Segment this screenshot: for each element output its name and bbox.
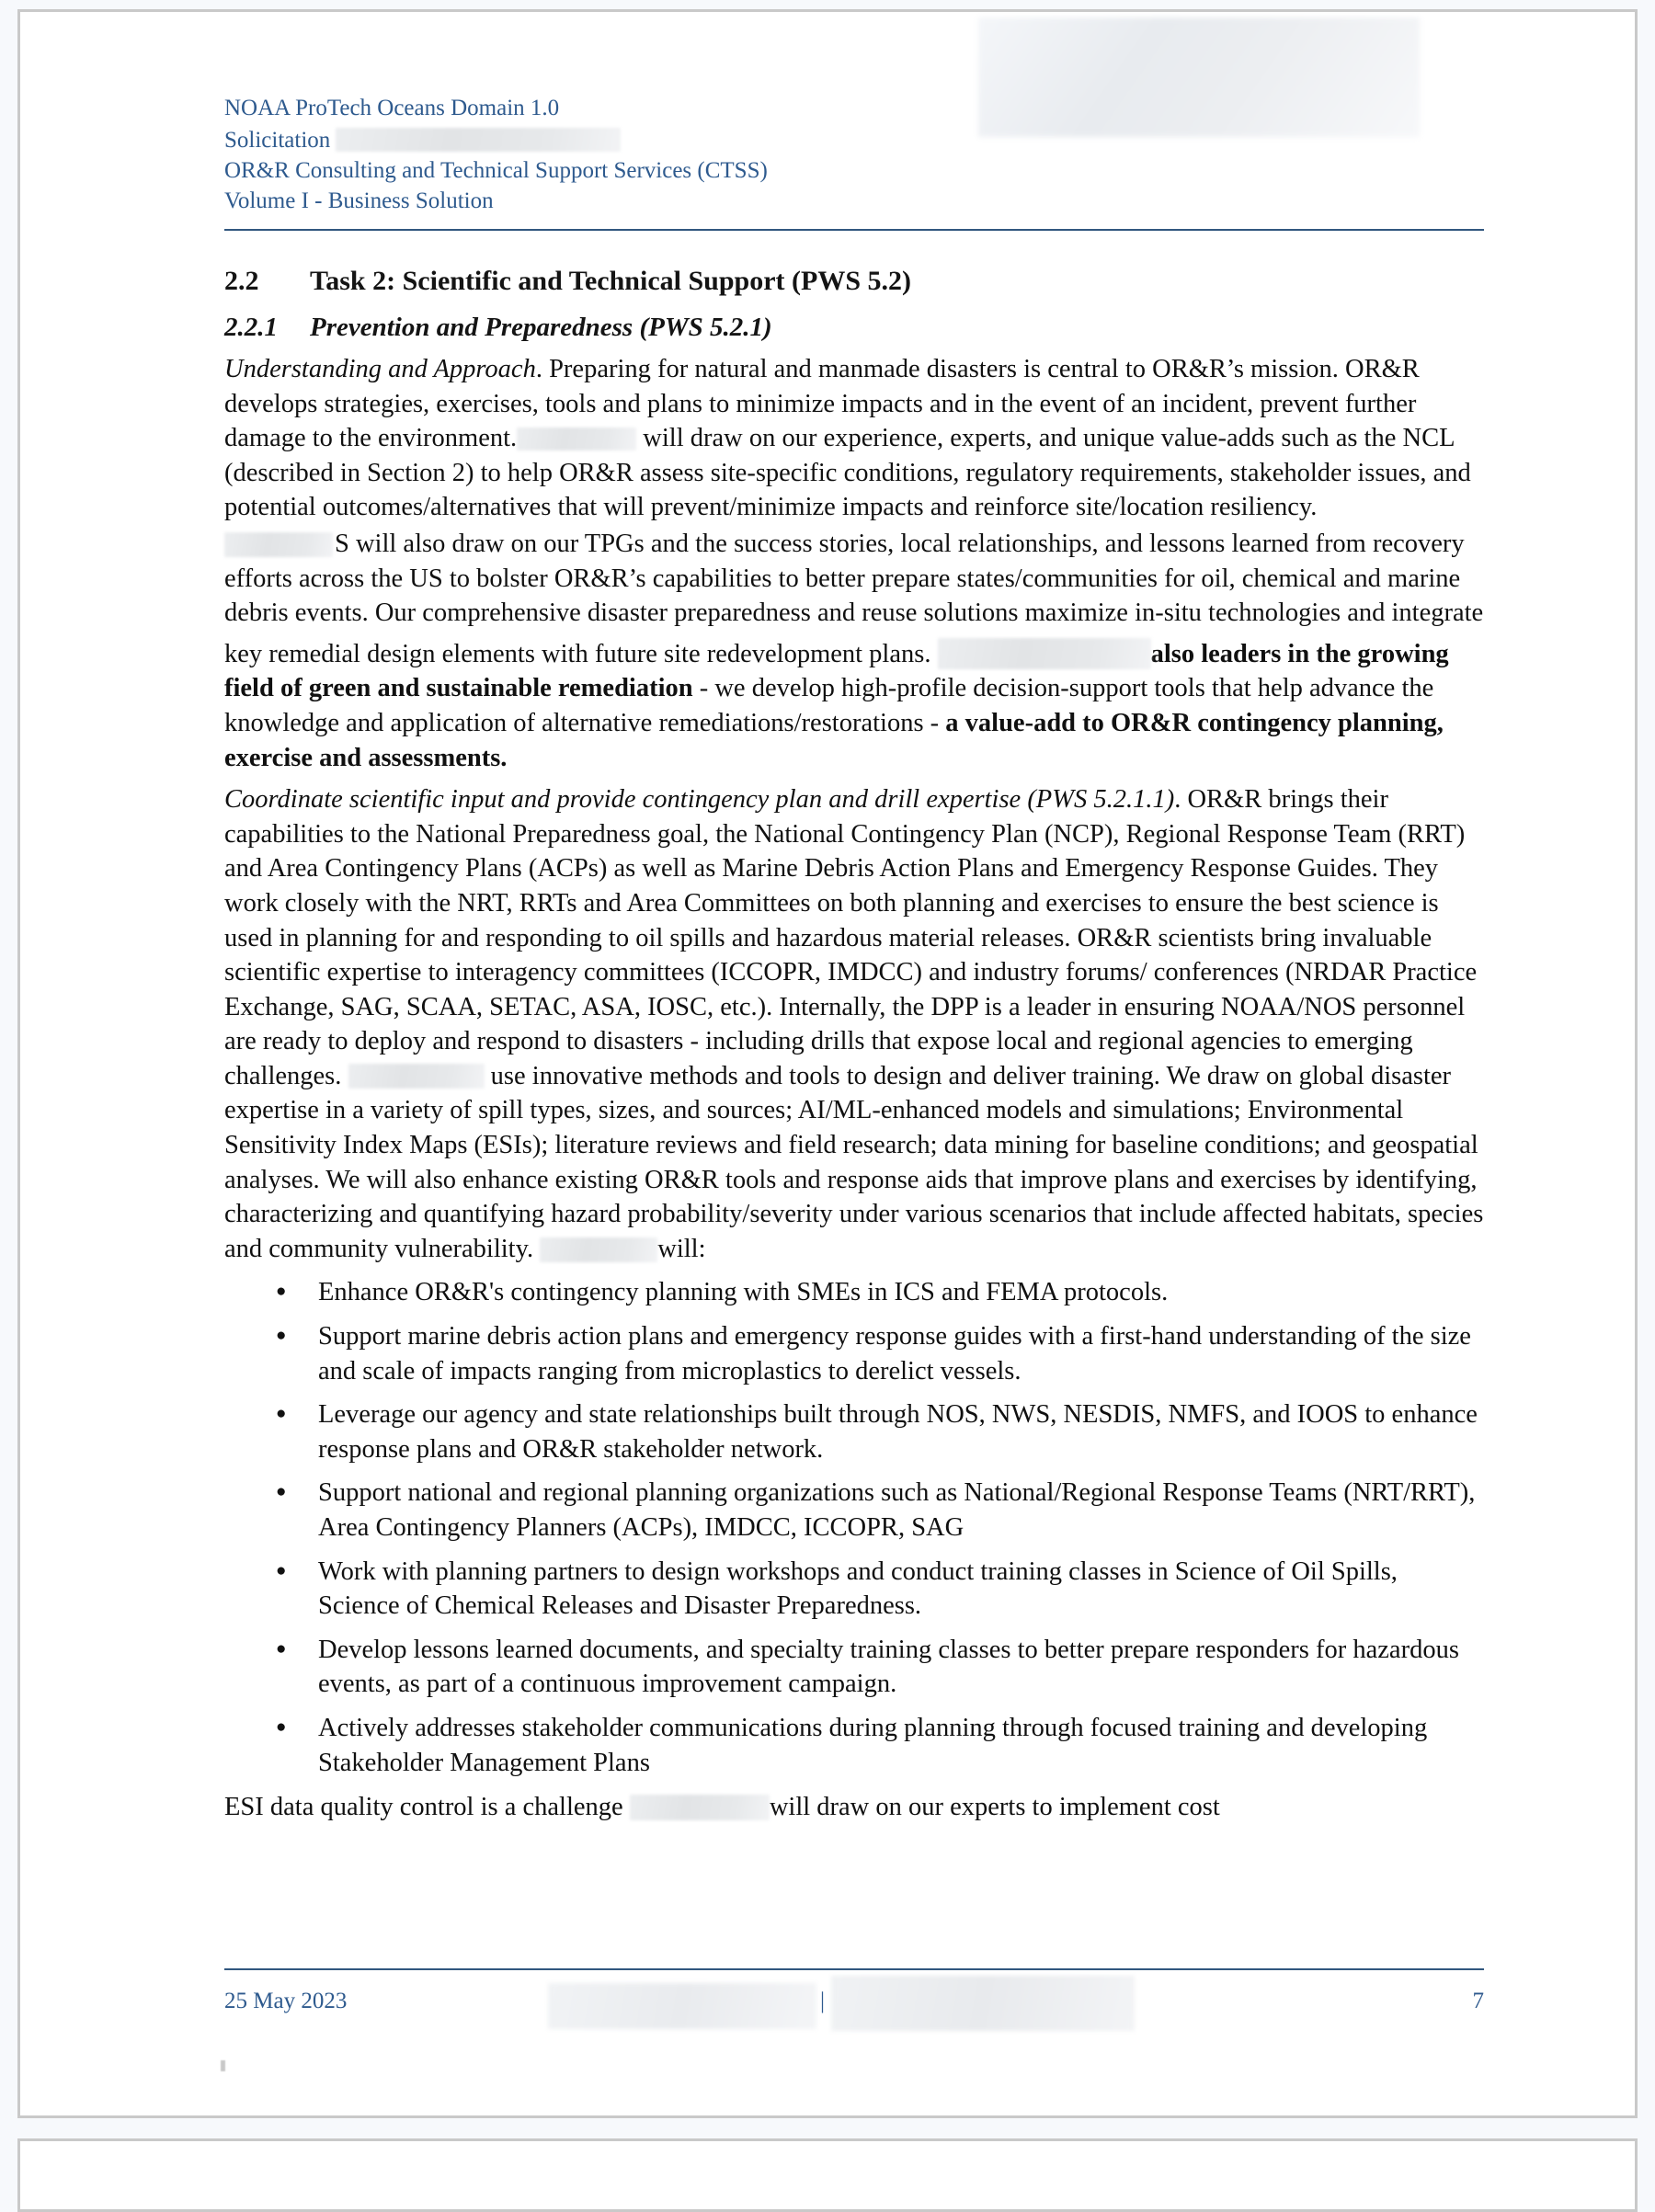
p2-redaction-lead [224, 532, 333, 557]
footer-divider [224, 1968, 1484, 1970]
document-page-1 [17, 9, 1638, 2118]
subsection-number: 2.2.1 [224, 313, 278, 342]
paragraph-esi-data-quality [224, 1789, 1484, 1825]
header-line-volume: Volume I - Business Solution [224, 188, 494, 213]
footer-redaction-left [548, 1983, 816, 2029]
list-item: ● Support national and regional planning organizations such as National/Regional Response Teams (NRT/RRT), Area Contingency Planners (ACPs), IMDCC, ICCOPR, SAG [224, 1476, 1484, 1545]
p1-redaction [517, 428, 636, 450]
p4-text-b: will draw on our experts to implement cost [769, 1793, 1220, 1822]
subsection-heading [224, 310, 1484, 345]
header-line-title: NOAA ProTech Oceans Domain 1.0 [224, 96, 560, 120]
p2-text-a: S will also draw on our TPGs and the success stories, local relationships, and lessons learned from recovery efforts across the US to bolster OR&R’s capabilities to better prepare states/communities for oil, chemical and marine debris events. Our comprehensive disaster preparedness and reuse solutions maximize in-situ technologies and integrate key remedial design elements with future site redevelopment plans. [224, 529, 1484, 668]
p3-redaction-2 [540, 1237, 657, 1262]
document-header [224, 12, 1484, 231]
list-item: ● Work with planning partners to design workshops and conduct training classes in Science of Oil Spills, Science of Chemical Releases and Disaster Preparedness. [224, 1555, 1484, 1624]
header-redaction-block [978, 17, 1420, 137]
p3-lead-italic: Coordinate scientific input and provide contingency plan and drill expertise (PWS 5.2.1.1) [224, 785, 1175, 815]
section-heading [224, 264, 1484, 299]
page-content [224, 12, 1484, 1825]
paragraph-tpgs-lessons [224, 527, 1484, 775]
footer-page-number: 7 [1472, 1989, 1484, 2013]
p3-text-b: use innovative methods and tools to design and deliver training. We draw on global disaster expertise in a variety of spill types, sizes, and sources; AI/ML-enhanced models and simulations; Environmental Sensitivity Index Maps (ESIs); literature reviews and field research; data mining for baseline conditions; and geospatial analyses. We will also enhance existing OR&R tools and response aids that improve plans and exercises by identifying, characterizing and quantifying hazard probability/severity under various scenarios that include affected habitats, species and community vulnerability. [224, 1061, 1484, 1263]
paragraph-understanding-approach [224, 352, 1484, 525]
section-title: Task 2: Scientific and Technical Support (PWS 5.2) [310, 266, 912, 296]
p1-text-b: will draw on our experience, experts, and unique value-adds such as the NCL (described in Section 2) to help OR&R assess site-specific conditions, regulatory requirements, stakeholder issues, and potential outcomes/alternatives that will prevent/minimize impacts and reinforce site/location resiliency. [224, 424, 1471, 522]
document-page-2 [17, 2138, 1638, 2212]
list-item: ● Leverage our agency and state relationships built through NOS, NWS, NESDIS, NMFS, and IOOS to enhance response plans and OR&R stakeholder network. [224, 1397, 1484, 1466]
list-item: ● Develop lessons learned documents, and specialty training classes to better prepare responders for hazardous events, as part of a continuous improvement campaign. [224, 1633, 1484, 1702]
list-item: ● Enhance OR&R's contingency planning with SMEs in ICS and FEMA protocols. [224, 1275, 1484, 1310]
footer-separator: | [820, 1989, 826, 2013]
footer-row [224, 1989, 1484, 2027]
header-divider [224, 229, 1484, 231]
stray-artifact-mark [221, 2060, 225, 2071]
p1-lead-italic: Understanding and Approach [224, 355, 536, 383]
p2-redaction-mid [938, 638, 1151, 669]
p4-text-a: ESI data quality control is a challenge [224, 1793, 623, 1822]
capability-bullet-list [224, 1275, 1484, 1780]
paragraph-coordinate-scientific-input [224, 782, 1484, 1266]
solicitation-label: Solicitation [224, 128, 331, 153]
footer-redaction-right [831, 1976, 1135, 2031]
section-number: 2.2 [224, 266, 259, 296]
subsection-title: Prevention and Preparedness (PWS 5.2.1) [310, 313, 772, 342]
p1-text-a: . Preparing for natural and manmade disasters is central to OR&R’s mission. OR&R develops strategies, exercises, tools and plans to minimize impacts and in the event of an incident, prevent further damage to the environment. [224, 355, 1420, 453]
p4-redaction [630, 1795, 770, 1820]
footer-date: 25 May 2023 [224, 1989, 348, 2013]
p3-text-a: . OR&R brings their capabilities to the National Preparedness goal, the National Contingency Plan (NCP), Regional Response Team (RRT) and Area Contingency Plans (ACPs) as well as Marine Debris Action Plans and Emergency Response Guides. They work closely with the NRT, RRTs and Area Committees on both planning and exercises to ensure the best science is used in planning for and responding to oil spills and hazardous material releases. OR&R scientists bring invaluable scientific expertise to interagency committees (ICCOPR, IMDCC) and industry forums/ conferences (NRDAR Practice Exchange, SAG, SCAA, SETAC, ASA, IOSC, etc.). Internally, the DPP is a leader in ensuring NOAA/NOS personnel are ready to deploy and respond to disasters - including drills that expose local and regional agencies to emerging challenges. [224, 785, 1478, 1090]
p3-redaction-1 [348, 1064, 485, 1089]
list-item: ● Support marine debris action plans and emergency response guides with a first-hand understanding of the size and scale of impacts ranging from microplastics to derelict vessels. [224, 1319, 1484, 1388]
p2-bold-b: also leaders in the growing field of green and sustainable remediation [224, 639, 1449, 703]
header-line-service: OR&R Consulting and Technical Support Services (CTSS) [224, 158, 768, 183]
p2-text-c: - we develop high-profile decision-support tools that help advance the knowledge and application of alternative remediations/restorations - [224, 674, 1434, 737]
solicitation-redaction [336, 128, 621, 152]
list-item: ● Actively addresses stakeholder communications during planning through focused training and developing Stakeholder Management Plans [224, 1711, 1484, 1780]
p3-text-c: will: [657, 1234, 706, 1263]
p2-bold-d: a value-add to OR&R contingency planning, exercise and assessments. [224, 708, 1444, 772]
document-footer [224, 1968, 1484, 2027]
